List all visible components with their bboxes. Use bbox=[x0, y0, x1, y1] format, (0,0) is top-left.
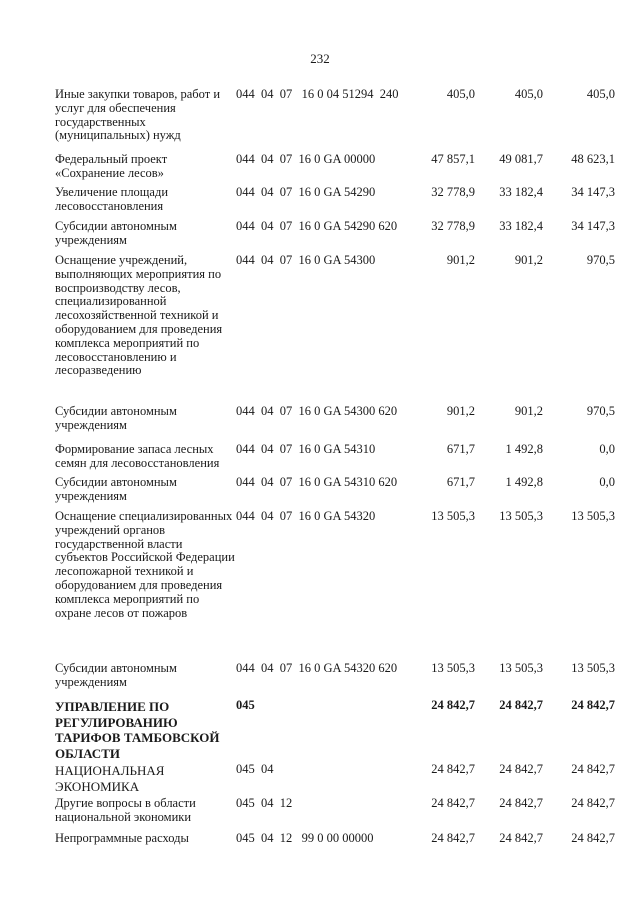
row-code: 044 04 07 16 0 04 51294 240 bbox=[236, 87, 399, 101]
row-value-3: 405,0 bbox=[586, 87, 615, 101]
row-name: Оснащение специализированных учреждений органов государственной власти субъектов Российской Федерации лесопожарной техникой и оборудованием для проведения комплекса мероприятий по охране лесов от пожаров bbox=[55, 509, 235, 620]
row-value-1: 24 842,7 bbox=[431, 796, 475, 810]
row-name: Субсидии автономным учреждениям bbox=[55, 661, 177, 689]
row-code: 044 04 07 16 0 GA 00000 bbox=[236, 152, 376, 166]
row-value-1: 32 778,9 bbox=[431, 219, 475, 233]
row-value-2: 1 492,8 bbox=[505, 442, 543, 456]
row-value-3: 24 842,7 bbox=[571, 831, 615, 845]
row-value-2: 33 182,4 bbox=[499, 219, 543, 233]
row-code: 045 bbox=[236, 698, 255, 712]
row-value-2: 901,2 bbox=[514, 253, 543, 267]
row-value-2: 24 842,7 bbox=[499, 796, 543, 810]
row-name: Иные закупки товаров, работ и услуг для обеспечения государственных (муниципальных) нужд bbox=[55, 87, 221, 143]
row-value-1: 24 842,7 bbox=[431, 698, 475, 712]
row-code: 044 04 07 16 0 GA 54320 620 bbox=[236, 661, 398, 675]
row-value-3: 13 505,3 bbox=[571, 661, 615, 675]
row-code: 044 04 07 16 0 GA 54320 bbox=[236, 509, 376, 523]
row-value-3: 24 842,7 bbox=[571, 698, 615, 712]
row-code: 044 04 07 16 0 GA 54290 620 bbox=[236, 219, 398, 233]
row-value-1: 671,7 bbox=[446, 475, 475, 489]
row-value-1: 24 842,7 bbox=[431, 831, 475, 845]
row-value-2: 24 842,7 bbox=[499, 762, 543, 776]
row-value-2: 13 505,3 bbox=[499, 509, 543, 523]
page-number: 232 bbox=[310, 51, 330, 66]
row-value-3: 34 147,3 bbox=[571, 185, 615, 199]
row-name: НАЦИОНАЛЬНАЯ ЭКОНОМИКА bbox=[55, 763, 165, 794]
row-value-3: 0,0 bbox=[599, 475, 615, 489]
row-value-2: 24 842,7 bbox=[499, 831, 543, 845]
row-value-1: 24 842,7 bbox=[431, 762, 475, 776]
row-value-1: 13 505,3 bbox=[431, 509, 475, 523]
row-value-3: 24 842,7 bbox=[571, 762, 615, 776]
row-value-1: 47 857,1 bbox=[431, 152, 475, 166]
row-value-1: 901,2 bbox=[446, 404, 475, 418]
row-name: УПРАВЛЕНИЕ ПО РЕГУЛИРОВАНИЮ ТАРИФОВ ТАМБОВСКОЙ ОБЛАСТИ bbox=[55, 699, 220, 761]
row-name: Увеличение площади лесовосстановления bbox=[55, 185, 169, 213]
row-value-1: 405,0 bbox=[446, 87, 475, 101]
row-code: 045 04 12 99 0 00 00000 bbox=[236, 831, 374, 845]
row-name: Субсидии автономным учреждениям bbox=[55, 404, 177, 432]
row-code: 044 04 07 16 0 GA 54300 620 bbox=[236, 404, 398, 418]
row-name: Другие вопросы в области национальной экономики bbox=[55, 796, 196, 824]
row-value-1: 32 778,9 bbox=[431, 185, 475, 199]
row-value-3: 970,5 bbox=[586, 253, 615, 267]
row-value-1: 13 505,3 bbox=[431, 661, 475, 675]
row-code: 044 04 07 16 0 GA 54290 bbox=[236, 185, 376, 199]
row-code: 044 04 07 16 0 GA 54310 bbox=[236, 442, 376, 456]
row-code: 044 04 07 16 0 GA 54300 bbox=[236, 253, 376, 267]
row-code: 044 04 07 16 0 GA 54310 620 bbox=[236, 475, 398, 489]
row-value-1: 901,2 bbox=[446, 253, 475, 267]
row-value-3: 34 147,3 bbox=[571, 219, 615, 233]
row-value-3: 48 623,1 bbox=[571, 152, 615, 166]
row-value-2: 24 842,7 bbox=[499, 698, 543, 712]
row-value-1: 671,7 bbox=[446, 442, 475, 456]
row-name: Субсидии автономным учреждениям bbox=[55, 475, 177, 503]
row-name: Субсидии автономным учреждениям bbox=[55, 219, 177, 247]
row-value-3: 970,5 bbox=[586, 404, 615, 418]
row-value-2: 49 081,7 bbox=[499, 152, 543, 166]
row-name: Оснащение учреждений, выполняющих мероприятия по воспроизводству лесов, специализированной лесохозяйственной техникой и оборудованием для проведения комплекса мероприятий по лесовосстановлению и лесоразведению bbox=[55, 253, 223, 378]
row-name: Формирование запаса лесных семян для лесовосстановления bbox=[55, 442, 220, 470]
row-name: Федеральный проект «Сохранение лесов» bbox=[55, 152, 168, 180]
row-value-2: 33 182,4 bbox=[499, 185, 543, 199]
row-value-3: 24 842,7 bbox=[571, 796, 615, 810]
row-value-2: 405,0 bbox=[514, 87, 543, 101]
row-value-2: 13 505,3 bbox=[499, 661, 543, 675]
row-code: 045 04 12 bbox=[236, 796, 293, 810]
row-name: Непрограммные расходы bbox=[55, 831, 189, 845]
row-code: 045 04 bbox=[236, 762, 274, 776]
row-value-2: 901,2 bbox=[514, 404, 543, 418]
row-value-3: 0,0 bbox=[599, 442, 615, 456]
row-value-2: 1 492,8 bbox=[505, 475, 543, 489]
row-value-3: 13 505,3 bbox=[571, 509, 615, 523]
